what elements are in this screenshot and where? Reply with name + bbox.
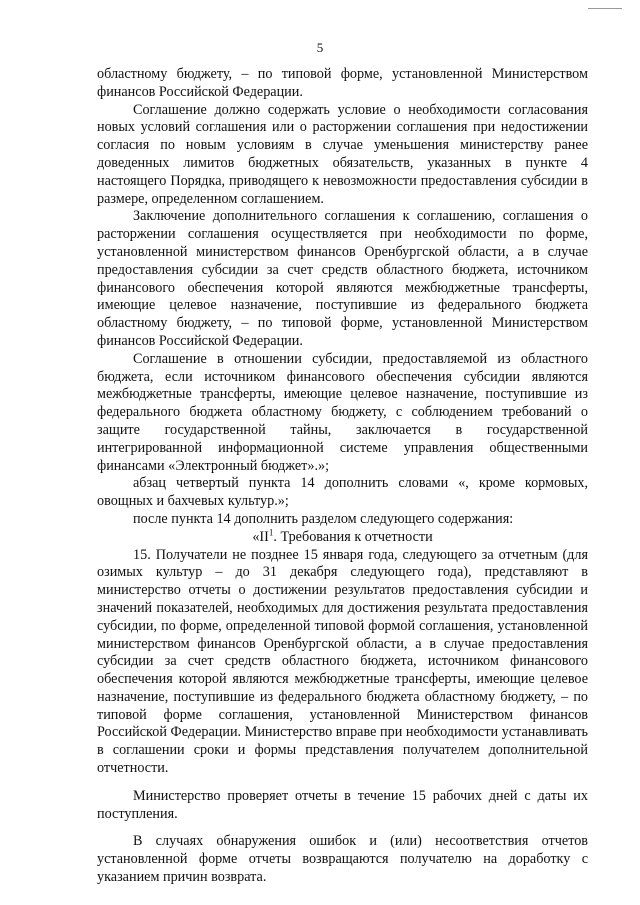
- paragraph-continuation: областному бюджету, – по типовой форме, установленной Министерством финансов Российской Федерации.: [97, 66, 588, 100]
- section-heading: [97, 526, 588, 547]
- section-heading-suffix: . Требования к отчетности: [273, 528, 433, 545]
- section-heading-prefix: «II: [252, 528, 269, 545]
- document-body: [97, 66, 588, 887]
- paragraph-amend-point-14: абзац четвертый пункта 14 дополнить словами «, кроме кормовых, овощных и бахчевых культур.»;: [97, 475, 588, 510]
- section-heading-superscript: 1: [268, 526, 274, 537]
- scan-corner-mark: [588, 8, 622, 9]
- paragraph-additional-agreement: Заключение дополнительного соглашения к соглашению, соглашения о расторжении соглашения осуществляется при необходимости по форме, установленной министерством финансов Оренбургской области, а в случае предоставления субсидии за счет средств областного бюджета, источником финансового обеспечения которой являются межбюджетные трансферты, имеющие целевое назначение, поступившие из федерального бюджета областному бюджету, – по типовой форме, установленной Министерством финансов Российской Федерации.: [97, 208, 588, 349]
- paragraph-report-return: В случаях обнаружения ошибок и (или) несоответствия отчетов установленной форме отчеты возвращаются получателю на доработку с указанием причин возврата.: [97, 833, 588, 886]
- paragraph-agreement-conditions: Соглашение должно содержать условие о необходимости согласования новых условий соглашения или о расторжении соглашения при недостижении согласия по новым условиям в случае уменьшения министерству ранее доведенных лимитов бюджетных обязательств, указанных в пункте 4 настоящего Порядка, приводящего к невозможности предоставления субсидии в размере, определенном соглашением.: [97, 101, 588, 207]
- paragraph-electronic-budget: Соглашение в отношении субсидии, предоставляемой из областного бюджета, если источником финансового обеспечения субсидии являются межбюджетные трансферты, имеющие целевое назначение, поступившие из федерального бюджета областному бюджету, с соблюдением требований о защите государственной тайны, заключается в государственной интегрированной информационной системе управления общественными финансами «Электронный бюджет».»;: [97, 350, 588, 474]
- paragraph-add-section: после пункта 14 дополнить разделом следующего содержания:: [133, 510, 514, 527]
- paragraph-report-check: Министерство проверяет отчеты в течение 15 рабочих дней с даты их поступления.: [97, 787, 588, 822]
- page-number: 5: [316, 40, 324, 55]
- paragraph-reporting-deadline: 15. Получатели не позднее 15 января года, следующего за отчетным (для озимых культур – до 31 декабря следующего года), представляют в министерство отчеты о достижении результатов предоставления субсидии и значений показателей, необходимых для достижения результата предоставления субсидии, по форме, определенной типовой формой соглашения, установленной министерством финансов Оренбургской области, а в случае предоставления субсидии за счет средств областного бюджета, источником финансового обеспечения которой являются межбюджетные трансферты, имеющие целевое назначение, поступившие из федерального бюджета областному бюджету, – по типовой форме соглашения, установленной Министерством финансов Российской Федерации. Министерство вправе при необходимости устанавливать в соглашении сроки и формы представления получателем дополнительной отчетности.: [97, 546, 588, 777]
